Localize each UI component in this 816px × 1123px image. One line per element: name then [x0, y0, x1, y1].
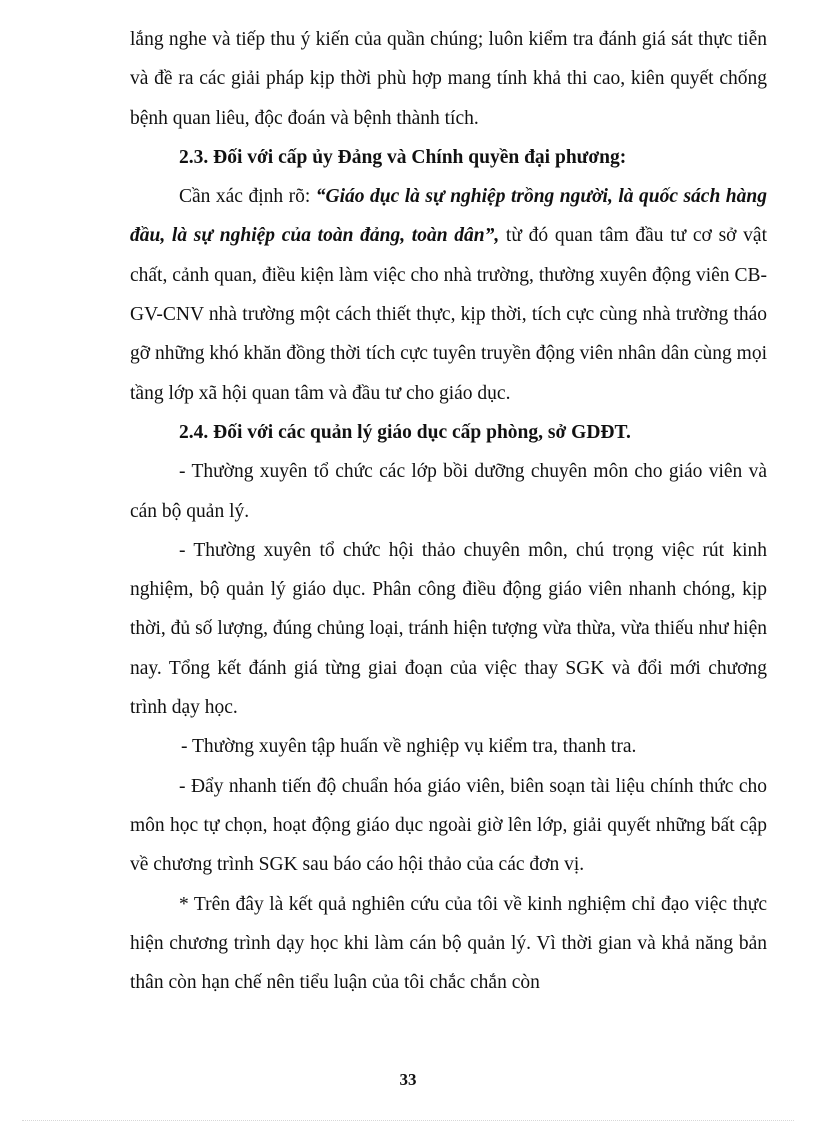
- quoted-motto: “Giáo dục là sự nghiệp trồng người, là quốc sách hàng đầu, là sự nghiệp của toàn đảng, toàn dân”,: [130, 186, 767, 247]
- section-heading-2-4: 2.4. Đối với các quản lý giáo dục cấp phòng, sở GDĐT.: [179, 421, 631, 443]
- bullet-item-training: - Thường xuyên tổ chức các lớp bồi dưỡng chuyên môn cho giáo viên và cán bộ quản lý.: [130, 461, 767, 522]
- page-body: [130, 20, 767, 1002]
- paragraph-party-authority: [130, 177, 767, 413]
- paragraph-continuation: lắng nghe và tiếp thu ý kiến của quần chúng; luôn kiểm tra đánh giá sát thực tiễn và đề ra các giải pháp kịp thời phù hợp mang tính khả thi cao, kiên quyết chống bệnh quan liêu, độc đoán và bệnh thành tích.: [130, 29, 767, 129]
- bullet-item-workshops: - Thường xuyên tổ chức hội thảo chuyên môn, chú trọng việc rút kinh nghiệm, bộ quản lý giáo dục. Phân công điều động giáo viên nhanh chóng, kịp thời, đủ số lượng, đúng chủng loại, tránh hiện tượng vừa thừa, vừa thiếu như hiện nay. Tổng kết đánh giá từng giai đoạn của việc thay SGK và đổi mới chương trình dạy học.: [130, 539, 767, 719]
- bullet-item-standardization: - Đẩy nhanh tiến độ chuẩn hóa giáo viên, biên soạn tài liệu chính thức cho môn học tự chọn, hoạt động giáo dục ngoài giờ lên lớp, giải quyết những bất cập về chương trình SGK sau báo cáo hội thảo của các đơn vị.: [130, 775, 767, 876]
- page-number: 33: [399, 1070, 417, 1089]
- bullet-item-inspection: - Thường xuyên tập huấn về nghiệp vụ kiểm tra, thanh tra.: [181, 736, 637, 758]
- footer-divider: [22, 1120, 794, 1121]
- paragraph-conclusion: * Trên đây là kết quả nghiên cứu của tôi về kinh nghiệm chỉ đạo việc thực hiện chương trình dạy học khi làm cán bộ quản lý. Vì thời gian và khả năng bản thân còn hạn chế nên tiểu luận của tôi chắc chắn còn: [130, 893, 767, 994]
- paragraph-lead-text: Cần xác định rõ:: [179, 186, 316, 208]
- section-heading-2-3: 2.3. Đối với cấp ủy Đảng và Chính quyền đại phương:: [179, 146, 627, 168]
- paragraph-rest-text: từ đó quan tâm đầu tư cơ sở vật chất, cảnh quan, điều kiện làm việc cho nhà trường, thường xuyên động viên CB-GV-CNV nhà trường một cách thiết thực, kịp thời, tích cực cùng nhà trường tháo gỡ những khó khăn đồng thời tích cực tuyên truyền động viên nhân dân cùng mọi tầng lớp xã hội quan tâm và đầu tư cho giáo dục.: [130, 225, 767, 404]
